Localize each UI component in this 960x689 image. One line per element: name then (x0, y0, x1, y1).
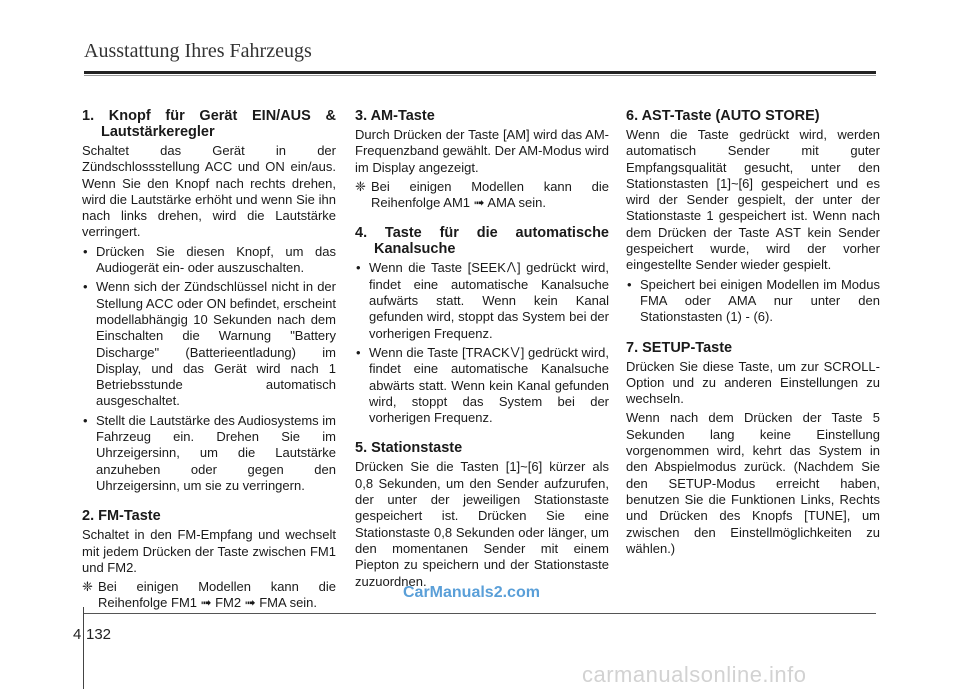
section-7-heading: 7. SETUP-Taste (626, 339, 733, 356)
footer-vertical-rule (83, 607, 84, 689)
page-number: 132 (86, 626, 112, 643)
section-6-bullets (626, 277, 880, 326)
section-1-bullets (82, 244, 336, 494)
note-text: Bei einigen Modellen kann die Reihenfolge AM1 ➟ AMA sein. (371, 178, 609, 211)
section-5-heading: 5. Stationstaste (355, 440, 463, 457)
page-header-title: Ausstattung Ihres Fahrzeugs (84, 40, 312, 62)
bullet-text: Wenn die Taste [SEEK (369, 260, 506, 276)
bullet-text: Wenn die Taste [TRACK (369, 344, 510, 360)
section-2-paragraph: Schaltet in den FM-Empfang und wechselt mit jedem Drücken der Taste zwischen FM1 und FM2. (82, 527, 336, 575)
note-mark-icon: ❈ (355, 178, 366, 194)
section-3-note (355, 179, 609, 212)
site-watermark: carmanualsonline.info (582, 662, 807, 687)
bullet-item: • Stellt die Lautstärke des Audiosystems im Fahrzeug ein. Drehen Sie im Uhrzeigersinn, um die Lautstärke anzuheben oder gegen den Uhrzeigersinn, um sie zu verringern. (82, 413, 336, 494)
bullet-text: ] gedrückt wird, findet eine automatische Kanalsuche aufwärts statt. Wenn kein Kanal gefunden wird, stoppt das System bei der vorherigen Frequenz. (369, 260, 609, 341)
section-6-heading: 6. AST-Taste (AUTO STORE) (626, 108, 820, 124)
column-2 (355, 108, 609, 593)
header-rule (84, 71, 876, 74)
note-text: Bei einigen Modellen kann die Reihenfolge FM1 ➟ FM2 ➟ FMA sein. (98, 579, 336, 611)
section-4-bullets (355, 260, 609, 426)
section-7-paragraph-1: Drücken Sie diese Taste, um zur SCROLL-Option und zu anderen Einstellungen zu wechseln. (626, 358, 880, 407)
carmanuals-watermark[interactable]: CarManuals2.com (403, 584, 540, 601)
note-mark-icon: ❈ (82, 579, 93, 595)
section-1-paragraph: Schaltet das Gerät in der Zündschlossstellung ACC und ON ein/aus. Wenn Sie den Knopf nach rechts drehen, wird die Lautstärke erhöht und wenn Sie ihn nach links drehen, wird die Lautstärke verringert. (82, 143, 336, 240)
column-1 (82, 108, 336, 615)
section-2-note (82, 579, 336, 612)
column-3 (626, 108, 880, 560)
bullet-item (355, 260, 609, 341)
section-2-heading: 2. FM-Taste (82, 508, 161, 525)
section-3-paragraph: Durch Drücken der Taste [AM] wird das AM-Frequenzband gewählt. Der AM-Modus wird im Display angezeigt. (355, 127, 609, 175)
section-3-heading: 3. AM-Taste (355, 108, 435, 124)
section-4-heading: 4. Taste für die automatische Kanalsuche (355, 225, 609, 258)
section-6-paragraph: Wenn die Taste gedrückt wird, werden automatisch Sender mit guter Empfangsqualität gesucht, unter den Stationstasten [1]~[6] gespeichert und es wird der Sender gespielt, der unter der Stationstaste 1 gespeichert ist. Wenn nach dem Drücken der Taste AST kein Sender gespeichert wurde, wird der vorher eingestellte Sender wieder gespielt. (626, 127, 880, 273)
bullet-item: • Drücken Sie diesen Knopf, um das Audiogerät ein- oder auszuschalten. (82, 244, 336, 277)
section-number: 4 (73, 626, 82, 643)
bullet-text: ] gedrückt wird, findet eine automatische Kanalsuche abwärts statt. Wenn kein Kanal gefunden wird, stoppt das System bei der vorherigen Frequenz. (369, 344, 609, 426)
section-5-paragraph: Drücken Sie die Tasten [1]~[6] kürzer als 0,8 Sekunden, um den Sender aufzurufen, der unter der jeweiligen Stationstaste gespeichert ist. Drücken Sie eine Stationstaste 0,8 Sekunden oder länger, um den momentanen Sender mit einem Piepton zu speichern und der Stationstaste zuzuordnen. (355, 459, 609, 589)
bullet-item: • Wenn sich der Zündschlüssel nicht in der Stellung ACC oder ON befindet, erscheint modellabhängig 10 Sekunden nach dem Einschalten die Warnung "Battery Discharge" (Batterieentladung) im Display, und das Gerät wird nach 1 Betriebsstunde automatisch ausgeschaltet. (82, 279, 336, 409)
track-down-icon: ⋁ (510, 345, 520, 358)
footer-rule (84, 613, 876, 614)
bullet-item (355, 345, 609, 426)
section-7-paragraph-2: Wenn nach dem Drücken der Taste 5 Sekunden lang keine Einstellung vorgenommen wird, kehrt das System in den Abspielmodus zurück. (Nachdem Sie den SETUP-Modus erreicht haben, benutzen Sie die Funktionen Links, Rechts und Drücken des Knopfs [TUNE], um zwischen den Einstellmöglichkeiten zu wählen.) (626, 410, 880, 556)
header-rule-thin (84, 75, 876, 76)
seek-up-icon: ⋀ (506, 261, 516, 274)
section-1-heading: 1. Knopf für Gerät EIN/AUS & Lautstärkeregler (82, 108, 336, 140)
bullet-item: • Speichert bei einigen Modellen im Modus FMA oder AMA nur unter den Stationstasten (1) - (6). (626, 277, 880, 326)
